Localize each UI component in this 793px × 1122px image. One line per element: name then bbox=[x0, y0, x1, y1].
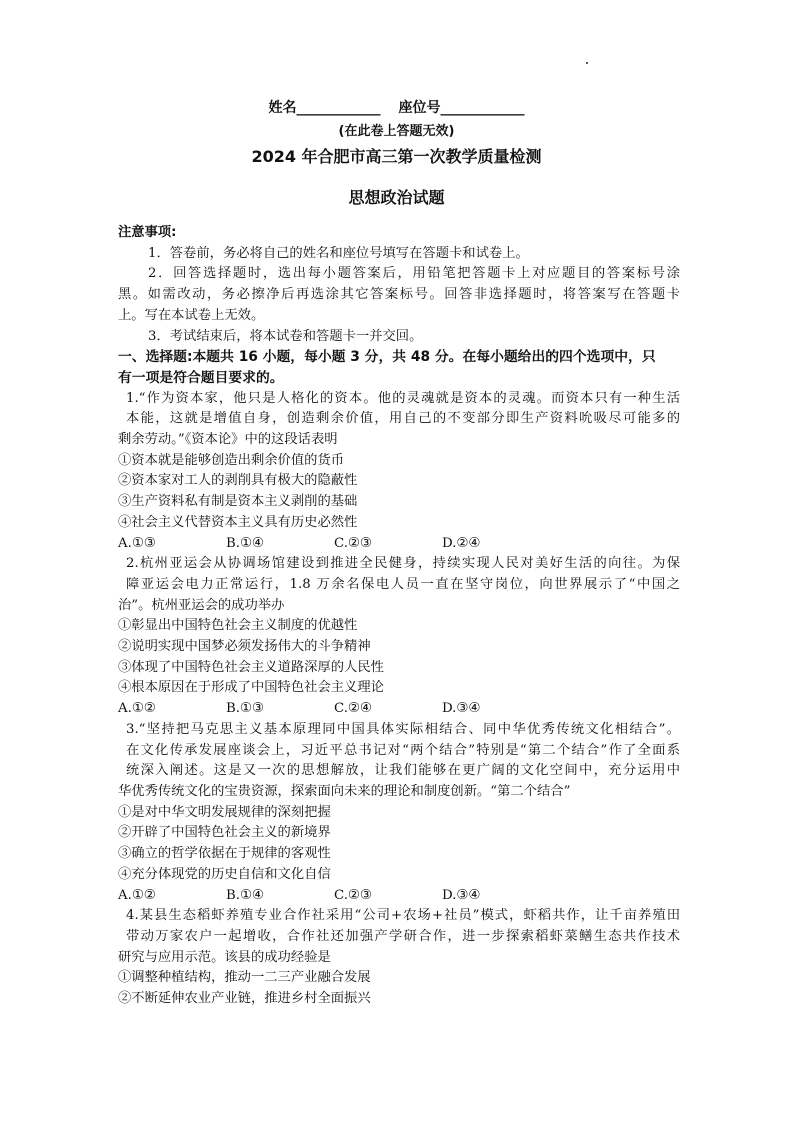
choice-c: C.②③ bbox=[334, 535, 372, 551]
answer-invalid-notice: (在此卷上答题无效) bbox=[338, 124, 455, 139]
section-heading: 有一项是符合题目要求的。 bbox=[118, 369, 284, 386]
question-stem: 1.“作为资本家，他只是人格化的资本。他的灵魂就是资本的灵魂。而资本只有一种生活 bbox=[126, 390, 680, 406]
question-stem: 本能，这就是增值自身，创造剩余价值，用自己的不变部分即生产资料吮吸尽可能多的 bbox=[126, 411, 680, 427]
answer-choices bbox=[118, 699, 680, 720]
answer-choices bbox=[118, 534, 680, 555]
choice-d: D.③④ bbox=[442, 887, 481, 903]
question-stem: 障亚运会电力正常运行，1.8 万余名保电人员一直在坚守岗位，向世界展示了“中国之 bbox=[126, 576, 680, 592]
question-stem: 3.“坚持把马克思主义基本原理同中国具体实际相结合、同中华优秀传统文化相结合”。 bbox=[126, 721, 680, 737]
question-option: ①彰显出中国特色社会主义制度的优越性 bbox=[118, 618, 358, 634]
question-option: ①是对中华文明发展规律的深刻把握 bbox=[118, 804, 331, 820]
choice-a: A.①② bbox=[118, 701, 156, 717]
instruction-item: 3．考试结束后，将本试卷和答题卡一并交回。 bbox=[148, 328, 423, 344]
subject-title: 思想政治试题 bbox=[348, 188, 445, 207]
question-stem: 治”。杭州亚运会的成功举办 bbox=[118, 597, 285, 613]
question-option: ④根本原因在于形成了中国特色社会主义理论 bbox=[118, 680, 384, 696]
question-option: ③体现了中国特色社会主义道路深厚的人民性 bbox=[118, 659, 384, 675]
instruction-item: 黑。如需改动，务必擦净后再选涂其它答案标号。回答非选择题时，将答案写在答题卡 bbox=[118, 287, 680, 303]
choice-b: B.①④ bbox=[226, 887, 264, 903]
exam-content bbox=[118, 223, 680, 1010]
question-option: ①调整种植结构，推动一二三产业融合发展 bbox=[118, 970, 371, 986]
question-option: ②开辟了中国特色社会主义的新境界 bbox=[118, 825, 331, 841]
instructions-heading: 注意事项: bbox=[118, 225, 177, 240]
question-stem: 在文化传承发展座谈会上，习近平总书记对“两个结合”特别是“第二个结合”作了全面系 bbox=[126, 742, 680, 758]
question-option: ④充分体现党的历史自信和文化自信 bbox=[118, 866, 331, 882]
question-stem: 统深入阐述。这是又一次的思想解放，让我们能够在更广阔的文化空间中，充分运用中 bbox=[126, 763, 680, 779]
choice-b: B.①③ bbox=[226, 701, 264, 717]
question-option: ④社会主义代替资本主义具有历史必然性 bbox=[118, 514, 358, 530]
exam-title: 2024 年合肥市高三第一次教学质量检测 bbox=[251, 147, 542, 166]
name-seat-line bbox=[0, 97, 793, 117]
instruction-item: 上。写在本试卷上无效。 bbox=[118, 307, 265, 323]
question-option: ②说明实现中国梦必须发扬伟大的斗争精神 bbox=[118, 639, 371, 655]
instruction-item: 2．回答选择题时，选出每小题答案后，用铅笔把答题卡上对应题目的答案标号涂 bbox=[148, 266, 680, 282]
seat-field-label: 座位号____________ bbox=[398, 100, 525, 116]
choice-a: A.①② bbox=[118, 887, 156, 903]
question-stem: 带动万家农户一起增收，合作社还加强产学研合作，进一步探索稻虾菜鳝生态共作技术 bbox=[126, 928, 680, 944]
name-field-label: 姓名____________ bbox=[268, 100, 381, 116]
question-option: ②不断延伸农业产业链，推进乡村全面振兴 bbox=[118, 991, 371, 1007]
question-option: ②资本家对工人的剥削具有极大的隐蔽性 bbox=[118, 473, 358, 489]
choice-d: D.②④ bbox=[442, 535, 481, 551]
section-heading: 一、选择题:本题共 16 小题，每小题 3 分，共 48 分。在每小题给出的四个选项中，只 bbox=[118, 349, 656, 366]
question-stem: 华优秀传统文化的宝贵资源，探索面向未来的理论和制度创新。“第二个结合” bbox=[118, 783, 571, 799]
choice-c: C.②④ bbox=[334, 701, 372, 717]
choice-a: A.①③ bbox=[118, 535, 156, 551]
question-stem: 4.某县生态稻虾养殖专业合作社采用“公司+农场+社员”模式，虾稻共作，让千亩养殖田 bbox=[126, 908, 680, 924]
question-stem: 研究与应用示范。该县的成功经验是 bbox=[118, 949, 331, 965]
question-option: ①资本就是能够创造出剩余价值的货币 bbox=[118, 452, 345, 468]
scan-dot bbox=[586, 62, 588, 64]
choice-b: B.①④ bbox=[226, 535, 264, 551]
question-option: ③生产资料私有制是资本主义剥削的基础 bbox=[118, 494, 358, 510]
question-stem: 2.杭州亚运会从协调场馆建设到推进全民健身，持续实现人民对美好生活的向往。为保 bbox=[126, 556, 680, 572]
question-option: ③确立的哲学依据在于规律的客观性 bbox=[118, 846, 331, 862]
answer-choices bbox=[118, 886, 680, 907]
instruction-item: 1．答卷前，务必将自己的姓名和座位号填写在答题卡和试卷上。 bbox=[148, 245, 529, 261]
question-stem: 剩余劳动。”《资本论》中的这段话表明 bbox=[118, 432, 338, 448]
choice-c: C.②③ bbox=[334, 887, 372, 903]
choice-d: D.③④ bbox=[442, 701, 481, 717]
